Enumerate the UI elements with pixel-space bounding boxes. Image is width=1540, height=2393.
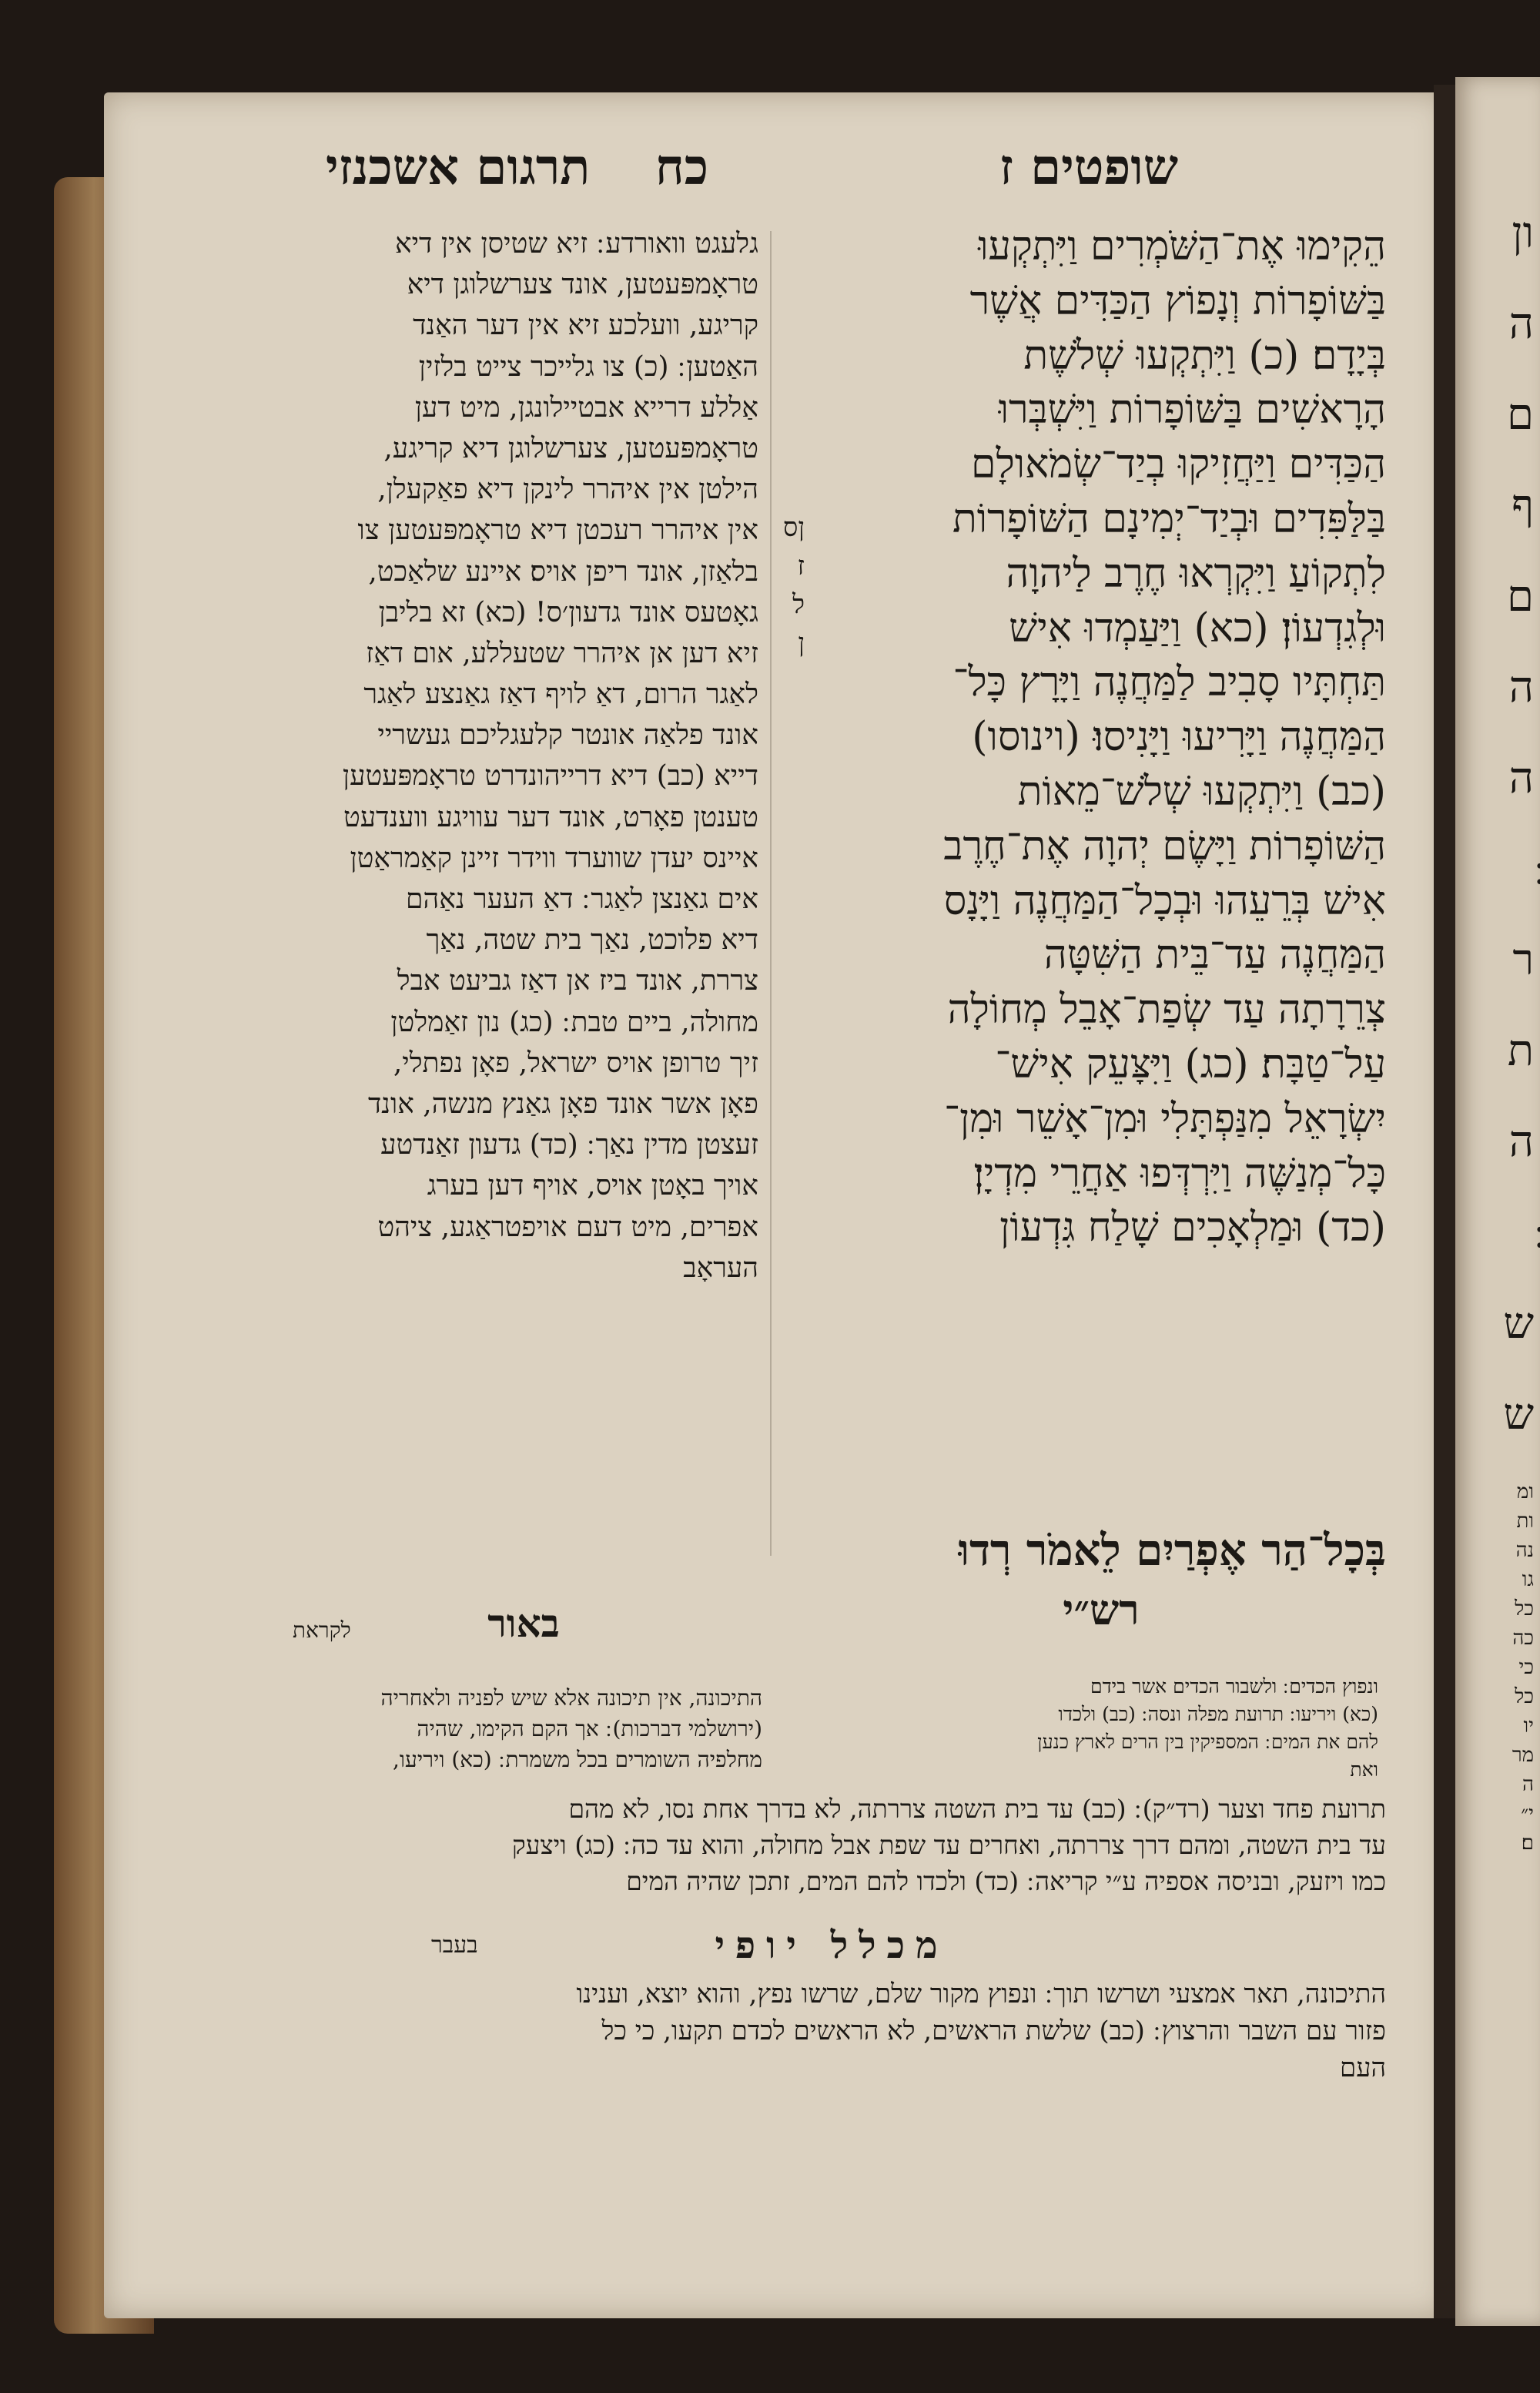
facing-page-letter: ת xyxy=(1507,1026,1534,1076)
translation-line: האַטען ׃ (כ) צו גלייכר צייט בלזין xyxy=(418,350,758,383)
facing-page-fragment: ות xyxy=(1516,1510,1534,1533)
margin-mark: ל xyxy=(792,589,805,620)
translation-line: דייא (כב) דיא דרייהונדרט טראָמפּעטען xyxy=(342,760,758,793)
verse-line: בְּיָדָם׃ (כ) וַיִּתְקְעוּ שְׁלֹשֶׁת xyxy=(1023,332,1386,379)
translation-line: אפרים, מיט דעם אויפטראַגע, ציהט xyxy=(377,1211,758,1243)
facing-page-fragment: כל xyxy=(1515,1685,1534,1708)
facing-page-letter: ה xyxy=(1508,753,1534,803)
rashi-heading: רש״י xyxy=(1063,1585,1140,1634)
facing-page-fragment: ומ xyxy=(1516,1480,1534,1503)
translation-line: אַללע דרייא אבטיילונגן, מיט דען xyxy=(414,391,758,424)
mikhlal-line: העם xyxy=(1339,2053,1386,2083)
facing-page-letter: ה xyxy=(1508,662,1534,712)
verse-line: (כב) וַיִּתְקְעוּ שְׁלֹשׁ־מֵאוֹת xyxy=(1017,768,1386,815)
rashi-line: להם את המים ׃ המספיקין בין הרים לארץ כנען xyxy=(1037,1731,1378,1753)
rashi-line: ונפוץ הכדים ׃ ולשבור הכדים אשר בידם xyxy=(1090,1675,1378,1698)
biur-line: מחלפיה השומרים בכל משמרת ׃ (כא) ויריעו, xyxy=(392,1747,762,1772)
verse-line: בַּלַּפִּדִים וּבְיַד־יְמִינָם הַשּׁוֹפָרוֹת xyxy=(952,495,1386,542)
translation-line: זעצטן מדין נאַך ׃ (כד) גדעון זאַנדטע xyxy=(380,1129,758,1161)
facing-page-letter: ש xyxy=(1503,1299,1534,1349)
verse-line: (כד) וּמַלְאָכִים שָׁלַח גִּדְעוֹן xyxy=(999,1205,1386,1252)
translation-line: איינס יעדן שווערד ווידר זיינן קאַמראַטן xyxy=(350,842,758,874)
translation-line: הילטן אין איהרר לינקן דיא פאַקעלן, xyxy=(377,474,758,506)
rashi-commentary xyxy=(793,1673,1378,1784)
facing-page-letter: ם xyxy=(1507,390,1534,440)
page-title: תרגום אשכנזי xyxy=(325,139,591,196)
facing-page-fragment: ם׃ xyxy=(1521,1832,1534,1855)
verse-line: הַמַּחֲנֶה עַד־בֵּית הַשִּׁטָּה xyxy=(1043,932,1386,979)
translation-line: לאַגר הרום, דאַ לויף דאַז גאַנצע לאַגר xyxy=(363,679,758,711)
facing-page-fragment: מר xyxy=(1512,1744,1534,1767)
verse-line: הֵקִימוּ אֶת־הַשֹּׁמְרִים וַיִּתְקְעוּ xyxy=(978,223,1386,270)
verse-line: הַמַּחֲנֶה וַיָּרִיעוּ וַיָּנִיסוּ׃ (וינוסו) xyxy=(972,714,1386,761)
facing-page-strip xyxy=(1455,77,1540,2326)
translation-line: פאָן אשר אונד פאָן גאַנץ מנשה, אונד xyxy=(367,1088,758,1120)
verse-line: כָּל־מְנַשֶּׁה וַיִּרְדְּפוּ אַחֲרֵי מִדְיָן׃ xyxy=(973,1150,1386,1197)
page-header-left xyxy=(208,139,708,196)
facing-page-letter: ש xyxy=(1503,1389,1534,1439)
facing-page-fragment: כל xyxy=(1515,1597,1534,1620)
rashi-line: ואת xyxy=(1350,1758,1378,1781)
facing-page-letter: ה xyxy=(1508,1117,1534,1167)
verse-line: יִשְׂרָאֵל מִנַּפְתָּלִי וּמִן־אָשֵׁר וּמִן־ xyxy=(944,1095,1386,1142)
page-header-right: שופטים ז xyxy=(999,139,1178,196)
facing-page-fragment: גו xyxy=(1522,1568,1534,1591)
translation-line: אים גאַנצן לאַגר ׃ דאַ העער נאַהם xyxy=(406,883,758,915)
facing-page-fragment: כה xyxy=(1512,1627,1534,1650)
verse-line: צְרֵרָתָה עַד שְׂפַת־אָבֵל מְחוֹלָה xyxy=(947,987,1386,1034)
verse-line: אִישׁ בְּרֵעֵהוּ וּבְכָל־הַמַּחֲנֶה וַיָּנָס xyxy=(943,877,1386,924)
translation-line: זיא דען אן איהרר שטעללע, אום דאַז xyxy=(366,637,758,669)
biur-line: התיכונה, אין תיכונה אלא שיש לפניה ולאחריה xyxy=(380,1685,762,1711)
translation-line: צררת, אונד ביז אן דאַז גביעט אבל xyxy=(397,965,758,997)
translation-line: העראָב xyxy=(683,1252,758,1284)
page-letter: כח xyxy=(654,139,708,196)
rashi-line: (כא) ויריעו ׃ תרועת מפלה ונסה ׃ (כב) ולכדו xyxy=(1058,1703,1378,1725)
verse-line: תַּחְתָּיו סָבִיב לַמַּחֲנֶה וַיָּרָץ כָּל־ xyxy=(952,659,1386,706)
translation-line: דיא פלוכט, נאַך בית שטה, נאַך xyxy=(426,924,758,957)
translation-line: אונד פלאַה אונטר קלעגליכם געשריי xyxy=(377,719,758,752)
translation-column xyxy=(173,223,758,1289)
verse-line: הַשּׁוֹפָרוֹת וַיָּשֶׂם יְהוָה אֶת־חֶרֶב xyxy=(943,823,1386,870)
page-gutter xyxy=(1434,85,1457,2318)
hebrew-verse-column xyxy=(778,220,1386,1255)
biur-catchword: לקראת xyxy=(293,1617,351,1643)
verse-line: בַּשּׁוֹפָרוֹת וְנָפוֹץ הַכַּדִּים אֲשֶׁר xyxy=(969,277,1386,324)
translation-line: אויך באָטן אויס, אויף דען בערג xyxy=(427,1170,758,1202)
facing-page-letter: ון xyxy=(1512,208,1534,258)
mikhlal-yofi-heading: מכלל יופי xyxy=(715,1924,949,1967)
facing-page-fragment: נה xyxy=(1515,1539,1534,1562)
translation-line: טענטן פאָרט, אונד דער עוויגע ווענדעט xyxy=(343,801,758,833)
verse-line: הַכַּדִּים וַיַּחֲזִיקוּ בְיַד־שְׂמֹאולָם xyxy=(971,441,1386,488)
mikhlal-line: התיכונה, תאר אמצעי ושרשו תוך ׃ ונפוץ מקור שלם, שרשו נפץ, והוא יוצא, וענינו xyxy=(576,1979,1386,2009)
margin-marks xyxy=(758,508,805,662)
bottom-catchword: בעבר xyxy=(431,1932,478,1959)
commentary-continuation xyxy=(177,1791,1386,1899)
translation-line: זיך טרופן אויס ישראל, פאָן נפתלי, xyxy=(393,1047,758,1079)
translation-line: אין איהרר רעכטן דיא טראָמפּעטען צו xyxy=(357,514,758,547)
translation-line: טראָמפּעטען, צערשלוגן דיא קריגע, xyxy=(383,432,758,464)
margin-mark: ז xyxy=(797,551,805,581)
facing-page-letter: ף xyxy=(1511,481,1534,531)
verse-line: וּלְגִדְעוֹן׃ (כא) וַיַּעַמְדוּ אִישׁ xyxy=(1009,605,1386,652)
biur-commentary xyxy=(177,1683,762,1775)
translation-line: מחולה, ביים טבת ׃ (כג) נון זאַמלטן xyxy=(390,1006,758,1038)
mikhlal-yofi-text xyxy=(177,1976,1386,2086)
verse-continuation-line: בְּכָל־הַר אֶפְרַיִם לֵאמֹר רְדוּ xyxy=(958,1525,1386,1576)
margin-mark: ן xyxy=(798,628,805,659)
facing-page-fragment: כי xyxy=(1518,1656,1534,1679)
verse-line: הָרָאשִׁים בַּשּׁוֹפָרוֹת וַיִּשְׁבְּרוּ xyxy=(998,387,1386,434)
translation-line: גאָטעס אונד גדעון׳ס! (כא) זא בליבן xyxy=(378,596,758,628)
facing-page-fragment: י״ xyxy=(1521,1802,1534,1825)
facing-page-letter: ר xyxy=(1512,935,1534,985)
translation-line: גלעגט וואורדע ׃ זיא שטיסן אין דיא xyxy=(395,228,758,260)
commentary-line: תרועת פחד וצער (רד״ק) ׃ (כב) עד בית השטה צררתה, לא בדרך אחת נסו, לא מהם xyxy=(568,1794,1386,1824)
facing-page-letter: ם xyxy=(1507,571,1534,622)
translation-line: טראָמפּעטען, אונד צערשלוגן דיא xyxy=(407,269,758,301)
facing-page-fragment: ה xyxy=(1522,1773,1534,1796)
verse-line: לִתְקוֹעַ וַיִּקְרְאוּ חֶרֶב לַיהוָה xyxy=(1006,550,1386,597)
mikhlal-line: פזור עם השבר והרצוץ ׃ (כב) שלשת הראשים, לא הראשים לכדם תקעו, כי כל xyxy=(601,2016,1386,2046)
facing-page-letter: ה xyxy=(1508,299,1534,349)
commentary-line: עד בית השטה, ומהם דרך צררתה, ואחרים עד שפת אבל מחולה, והוא עד כה ׃ (כג) ויצעק xyxy=(512,1830,1386,1860)
verse-line: עַל־טַבָּת׃ (כג) וַיִּצָּעֵק אִישׁ־ xyxy=(995,1041,1386,1088)
biur-line: (ירושלמי דברכות) ׃ אך הקם הקימו, שהיה xyxy=(417,1716,762,1741)
translation-line: בלאַזן, אונד ריפן אויס׃ איינע שלאַכט, xyxy=(368,555,758,588)
biur-heading: באור xyxy=(487,1600,560,1646)
facing-page-fragment: יו xyxy=(1523,1714,1534,1738)
column-divider xyxy=(770,231,772,1556)
translation-line: קריגע, וועלכע זיא אין דער האַנד xyxy=(413,310,758,342)
commentary-line: כמו ויזעק, ובניסה אספיה ע״י קריאה ׃ (כד) ולכדו להם המים, זתכן שהיה המים xyxy=(626,1866,1386,1896)
margin-mark: ןס xyxy=(782,512,805,543)
